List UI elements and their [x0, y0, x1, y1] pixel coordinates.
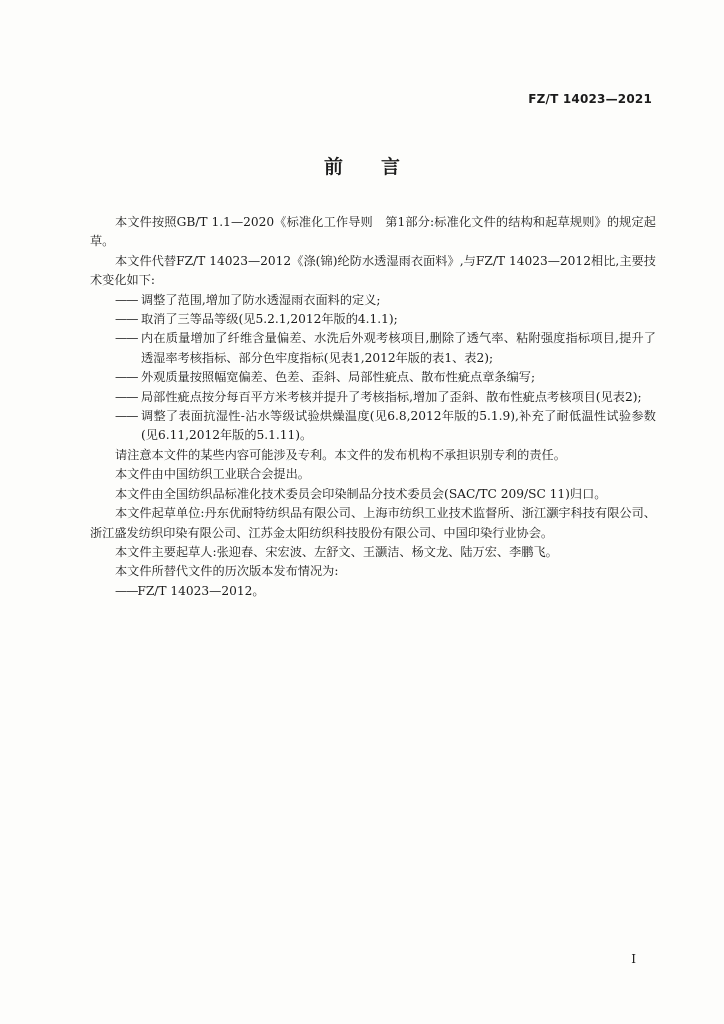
- paragraph-centralized-by: 本文件由全国纺织品标准化技术委员会印染制品分技术委员会(SAC/TC 209/SC 11)归口。: [115, 486, 607, 501]
- paragraph-drafting-units: 本文件起草单位:丹东优耐特纺织品有限公司、上海市纺织工业技术监督所、浙江灏宇科技有限公司、浙江盛发纺织印染有限公司、江苏金太阳纺织科技股份有限公司、中国印染行业协会。: [90, 506, 656, 540]
- list-item: [90, 310, 656, 329]
- list-dash: ——: [115, 583, 138, 598]
- standard-number: FZ/T 14023—2021: [528, 92, 652, 106]
- paragraph-history-intro: 本文件所替代文件的历次版本发布情况为:: [115, 564, 339, 579]
- paragraph-drafting-rules: 本文件按照GB/T 1.1—2020《标准化工作导则 第1部分:标准化文件的结构和起草规则》的规定起草。: [90, 215, 656, 249]
- page-title: 前言: [323, 156, 438, 178]
- paragraph-patent-notice: 请注意本文件的某些内容可能涉及专利。本文件的发布机构不承担识别专利的责任。: [115, 447, 566, 462]
- list-item-text: 取消了三等品等级(见5.2.1,2012年版的4.1.1);: [141, 312, 398, 327]
- list-item: [90, 329, 656, 368]
- list-item: [90, 291, 656, 310]
- history-item-text: FZ/T 14023—2012。: [137, 583, 265, 598]
- list-dash: ——: [115, 370, 138, 385]
- paragraph-drafters: 本文件主要起草人:张迎春、宋宏波、左舒文、王灏洁、杨文龙、陆万宏、李鹏飞。: [115, 544, 558, 559]
- paragraph-replacement: 本文件代替FZ/T 14023—2012《涤(锦)纶防水透湿雨衣面料》,与FZ/T 14023—2012相比,主要技术变化如下:: [90, 253, 656, 288]
- list-dash: ——: [115, 389, 138, 404]
- list-dash: ——: [115, 312, 138, 327]
- list-item-text: 调整了范围,增加了防水透湿雨衣面料的定义;: [141, 292, 381, 307]
- list-item-text: 外观质量按照幅宽偏差、色差、歪斜、局部性疵点、散布性疵点章条编写;: [141, 370, 536, 385]
- list-dash: ——: [115, 409, 138, 424]
- list-dash: ——: [115, 292, 138, 307]
- page-number: I: [631, 952, 636, 966]
- list-item-text: 调整了表面抗湿性-沾水等级试验烘燥温度(见6.8,2012年版的5.1.9),补充了耐低温性试验参数(见6.11,2012年版的5.1.11)。: [141, 409, 656, 443]
- list-dash: ——: [115, 331, 138, 346]
- list-item-text: 内在质量增加了纤维含量偏差、水洗后外观考核项目,删除了透气率、粘附强度指标项目,提升了透湿率考核指标、部分色牢度指标(见表1,2012年版的表1、表2);: [141, 331, 656, 365]
- list-item: [90, 407, 656, 446]
- paragraph-proposed-by: 本文件由中国纺织工业联合会提出。: [115, 467, 310, 482]
- list-item-text: 局部性疵点按分每百平方米考核并提升了考核指标,增加了歪斜、散布性疵点考核项目(见表2);: [141, 389, 642, 404]
- list-item: [90, 388, 656, 407]
- foreword-body: [90, 213, 656, 601]
- history-item: [90, 582, 656, 601]
- list-item: [90, 368, 656, 387]
